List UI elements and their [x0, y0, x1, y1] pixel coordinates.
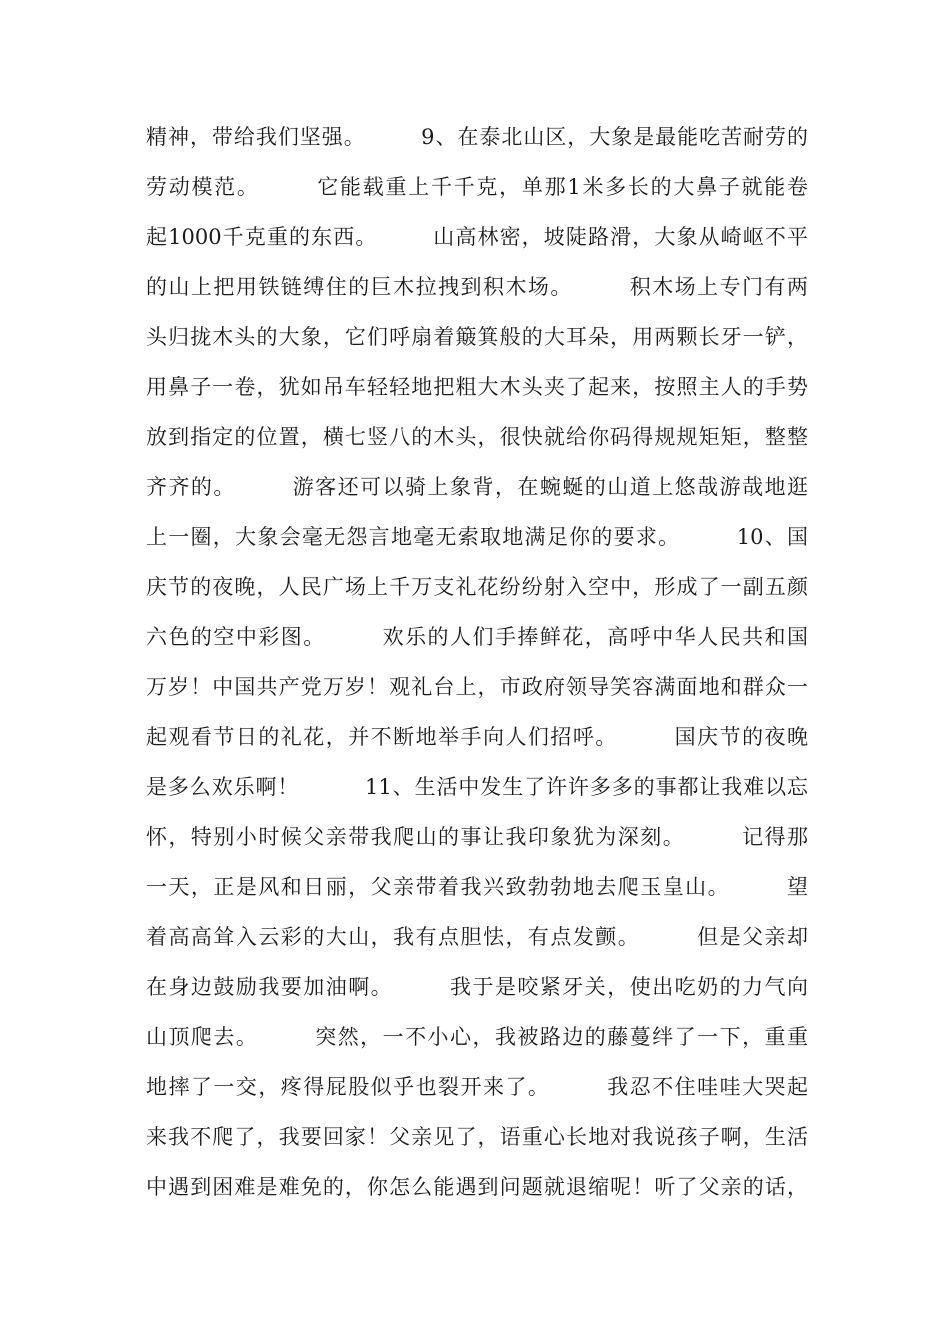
text-line-17: 着高高耸入云彩的大山，我有点胆怯，有点发颤。 但是父亲却 [146, 925, 808, 949]
text-line-22: 中遇到困难是难免的，你怎么能遇到问题就退缩呢！听了父亲的话， [146, 1175, 808, 1199]
text-line-16: 一天，正是风和日丽，父亲带着我兴致勃勃地去爬玉皇山。 望 [146, 875, 808, 899]
text-line-11: 六色的空中彩图。 欢乐的人们手捧鲜花，高呼中华人民共和国 [146, 625, 808, 649]
text-line-1: 精神，带给我们坚强。 9、在泰北山区，大象是最能吃苦耐劳的 [146, 125, 808, 149]
text-line-9: 上一圈，大象会毫无怨言地毫无索取地满足你的要求。 10、国 [146, 525, 808, 549]
text-line-5: 头归拢木头的大象，它们呼扇着簸箕般的大耳朵，用两颗长牙一铲， [146, 325, 808, 349]
text-line-14: 是多么欢乐啊！ 11、生活中发生了许许多多的事都让我难以忘 [146, 775, 808, 799]
text-line-15: 怀，特别小时候父亲带我爬山的事让我印象犹为深刻。 记得那 [146, 825, 808, 849]
text-line-2: 劳动模范。 它能载重上千千克，单那1米多长的大鼻子就能卷 [146, 175, 808, 199]
text-line-18: 在身边鼓励我要加油啊。 我于是咬紧牙关，使出吃奶的力气向 [146, 975, 808, 999]
text-line-20: 地摔了一交，疼得屁股似乎也裂开来了。 我忍不住哇哇大哭起 [146, 1075, 808, 1099]
text-line-3: 起1000千克重的东西。 山高林密，坡陡路滑，大象从崎岖不平 [146, 225, 808, 249]
text-line-13: 起观看节日的礼花，并不断地举手向人们招呼。 国庆节的夜晚 [146, 725, 808, 749]
text-line-4: 的山上把用铁链缚住的巨木拉拽到积木场。 积木场上专门有两 [146, 275, 808, 299]
text-line-6: 用鼻子一卷，犹如吊车轻轻地把粗大木头夹了起来，按照主人的手势 [146, 375, 808, 399]
text-line-19: 山顶爬去。 突然，一不小心，我被路边的藤蔓绊了一下，重重 [146, 1025, 808, 1049]
text-line-21: 来我不爬了，我要回家！父亲见了，语重心长地对我说孩子啊，生活 [146, 1125, 808, 1149]
text-line-8: 齐齐的。 游客还可以骑上象背，在蜿蜒的山道上悠哉游哉地逛 [146, 475, 808, 499]
text-line-12: 万岁！中国共产党万岁！观礼台上，市政府领导笑容满面地和群众一 [146, 675, 808, 699]
text-line-7: 放到指定的位置，横七竖八的木头，很快就给你码得规规矩矩，整整 [146, 425, 808, 449]
text-line-10: 庆节的夜晚，人民广场上千万支礼花纷纷射入空中，形成了一副五颜 [146, 575, 808, 599]
